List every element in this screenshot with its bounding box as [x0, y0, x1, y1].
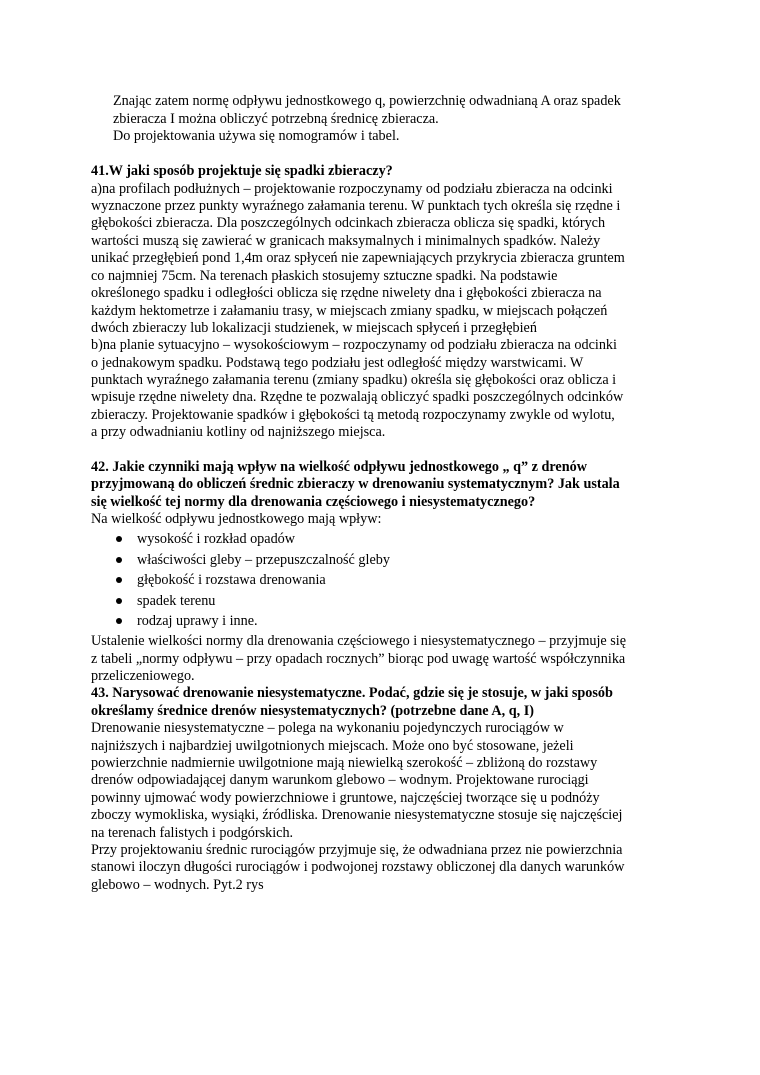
bullet-icon	[116, 536, 122, 542]
q42-intro: Na wielkość odpływu jednostkowego mają wpływ:	[91, 511, 382, 527]
intro-line: Do projektowania używa się nomogramów i tabel.	[113, 128, 400, 144]
q42-line: z tabeli „normy odpływu – przy opadach rocznych” biorąc pod uwagę wartość współczynnika	[91, 651, 626, 667]
intro-line: zbieracza I można obliczyć potrzebną średnicę zbieracza.	[113, 111, 439, 127]
list-item: wysokość i rozkład opadów	[137, 531, 296, 547]
q41-line: b)na planie sytuacyjno – wysokościowym – rozpoczynamy od podziału zbieracza na odcinki	[91, 337, 617, 353]
q43-line: glebowo – wodnych. Pyt.2 rys	[91, 877, 264, 893]
q41-line: unikać przegłębień pond 1,4m oraz spłyceń nie zapewniających przykrycia zbieracza gruntem	[91, 250, 625, 266]
q43-line: Przy projektowaniu średnic rurociągów przyjmuje się, że odwadniana przez nie powierzchnia	[91, 842, 623, 858]
q42-heading-line: się wielkość tej normy dla drenowania częściowego i niesystematycznego?	[91, 494, 536, 510]
q43-heading-line: 43. Narysować drenowanie niesystematyczne. Podać, gdzie się je stosuje, w jaki sposób	[91, 685, 613, 701]
q41-line: wyznaczone przez punkty wyraźnego załamania terenu. W punktach tych określa się rzędne i	[91, 198, 621, 214]
q41-line: wpisuje rzędne niwelety dna. Rzędne te pozwalają obliczyć spadki poszczególnych odcinków	[91, 389, 624, 405]
bullet-icon	[116, 598, 122, 604]
q42-line: przeliczeniowego.	[91, 668, 195, 684]
q43-line: na terenach falistych i podgórskich.	[91, 825, 294, 841]
q42-heading-line: przyjmowaną do obliczeń średnic zbieraczy w drenowaniu systematycznym? Jak ustala	[91, 476, 620, 492]
q41-line: wartości muszą się zawierać w granicach maksymalnych i minimalnych spadków. Należy	[91, 233, 601, 249]
list-item: spadek terenu	[137, 593, 216, 609]
q43-line: drenów odpowiadającej danym warunkom glebowo – wodnym. Projektowane rurociągi	[91, 772, 589, 788]
bullet-icon	[116, 557, 122, 563]
q41-line: zbieraczy. Projektowanie spadków i głębokości tą metodą rozpoczynamy zwykle od wylotu,	[91, 407, 615, 423]
intro-line: Znając zatem normę odpływu jednostkowego q, powierzchnię odwadnianą A oraz spadek	[113, 93, 621, 109]
q41-line: punktach wyraźnego załamania terenu (zmiany spadku) określa się głębokości oraz oblicza i	[91, 372, 617, 388]
q41-line: określonego spadku i odległości oblicza się rzędne niwelety dna i głębokości zbieracza na	[91, 285, 602, 301]
q41-line: dwóch zbieraczy lub lokalizacji studzienek, w miejscach spłyceń i przegłębień	[91, 320, 537, 336]
q43-line: najniższych i najbardziej uwilgotnionych miejscach. Może ono być stosowane, jeżeli	[91, 738, 574, 754]
q41-line: co najmniej 75cm. Na terenach płaskich stosujemy sztuczne spadki. Na podstawie	[91, 268, 558, 284]
q41-line: głębokości zbieracza. Dla poszczególnych odcinkach zbieracza oblicza się spadki, których	[91, 215, 606, 231]
q43-line: Drenowanie niesystematyczne – polega na wykonaniu pojedynczych rurociągów w	[91, 720, 564, 736]
q42-heading-line: 42. Jakie czynniki mają wpływ na wielkość odpływu jednostkowego „ q” z drenów	[91, 459, 587, 475]
list-item: właściwości gleby – przepuszczalność gleby	[137, 552, 390, 568]
q43-line: powinny ujmować wody powierzchniowe i gruntowe, najczęściej tworzące się u podnóży	[91, 790, 600, 806]
bullet-icon	[116, 577, 122, 583]
q43-line: zboczy wymokliska, wysiąki, źródliska. Drenowanie niesystematyczne stosuje się najczęściej	[91, 807, 623, 823]
list-item: głębokość i rozstawa drenowania	[137, 572, 326, 588]
q43-line: stanowi iloczyn długości rurociągów i podwojonej rozstawy obliczonej dla danych warunków	[91, 859, 625, 875]
q41-line: a przy odwadnianiu kotliny od najniższego miejsca.	[91, 424, 386, 440]
q43-line: powierzchnie nadmiernie uwilgotnione mają niewielką szerokość – zbliżoną do rozstawy	[91, 755, 598, 771]
q42-line: Ustalenie wielkości normy dla drenowania częściowego i niesystematycznego – przyjmuje się	[91, 633, 627, 649]
q41-line: a)na profilach podłużnych – projektowanie rozpoczynamy od podziału zbieracza na odcinki	[91, 181, 613, 197]
q41-line: o jednakowym spadku. Podstawą tego podziału jest odległość między warstwicami. W	[91, 355, 584, 371]
bullet-icon	[116, 618, 122, 624]
q41-line: każdym hektometrze i załamaniu trasy, w miejscach zmiany spadku, w miejscach połączeń	[91, 303, 608, 319]
q41-heading: 41.W jaki sposób projektuje się spadki zbieraczy?	[91, 163, 393, 179]
q43-heading-line: określamy średnice drenów niesystematycznych? (potrzebne dane A, q, I)	[91, 703, 534, 719]
list-item: rodzaj uprawy i inne.	[137, 613, 258, 629]
